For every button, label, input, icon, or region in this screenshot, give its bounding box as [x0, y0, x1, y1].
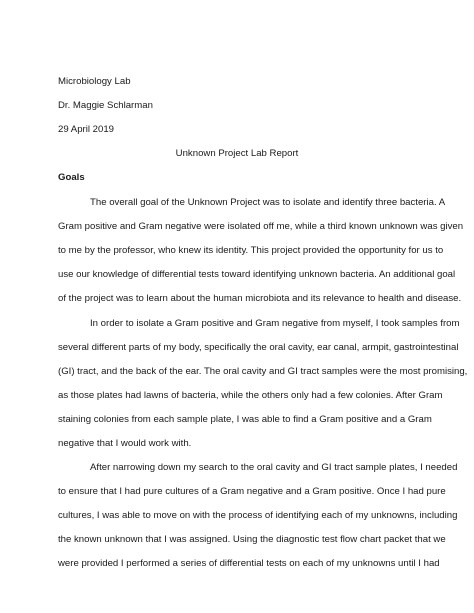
- report-date: 29 April 2019: [58, 124, 115, 135]
- section-heading-goals: Goals: [58, 172, 85, 183]
- paragraph-line: several different parts of my body, specifically the oral cavity, ear canal, armpit, gastrointestinal: [58, 341, 459, 353]
- paragraph-line: negative that I would work with.: [58, 437, 192, 449]
- paragraph-line: as those plates had lawns of bacteria, while the others only had a few colonies. After Gram: [58, 389, 443, 401]
- paragraph-line: the known unknown that I was assigned. Using the diagnostic test flow chart packet that we: [58, 533, 446, 545]
- paragraph-line: After narrowing down my search to the oral cavity and GI tract sample plates, I needed: [90, 461, 458, 473]
- paragraph-line: staining colonies from each sample plate, I was able to find a Gram positive and a Gram: [58, 413, 432, 425]
- report-title: Unknown Project Lab Report: [175, 148, 299, 159]
- paragraph-line: of the project was to learn about the human microbiota and its relevance to health and disease.: [58, 293, 462, 305]
- paragraph-line: In order to isolate a Gram positive and Gram negative from myself, I took samples from: [90, 317, 460, 329]
- paragraph-line: were provided I performed a series of differential tests on each of my unknowns until I had: [58, 557, 440, 569]
- paragraph-2: [58, 317, 468, 462]
- paragraph-line: (GI) tract, and the back of the ear. The oral cavity and GI tract samples were the most promising,: [58, 365, 468, 377]
- paragraph-line: The overall goal of the Unknown Project was to isolate and identify three bacteria. A: [90, 197, 446, 208]
- instructor-name: Dr. Maggie Schlarman: [58, 100, 153, 111]
- paragraph-line: use our knowledge of differential tests toward identifying unknown bacteria. An additional goal: [58, 269, 456, 281]
- paragraph-line: Gram positive and Gram negative were isolated off me, while a third known unknown was given: [58, 221, 464, 233]
- paragraph-line: to me by the professor, who knew its identity. This project provided the opportunity for us to: [58, 245, 444, 257]
- paragraph-line: cultures, I was able to move on with the process of identifying each of my unknowns, including: [58, 509, 458, 521]
- paragraph-line: to ensure that I had pure cultures of a Gram negative and a Gram positive. Once I had pure: [58, 485, 446, 497]
- paragraph-3: [58, 461, 458, 581]
- paragraph-1: [58, 196, 464, 316]
- course-name: Microbiology Lab: [58, 76, 131, 87]
